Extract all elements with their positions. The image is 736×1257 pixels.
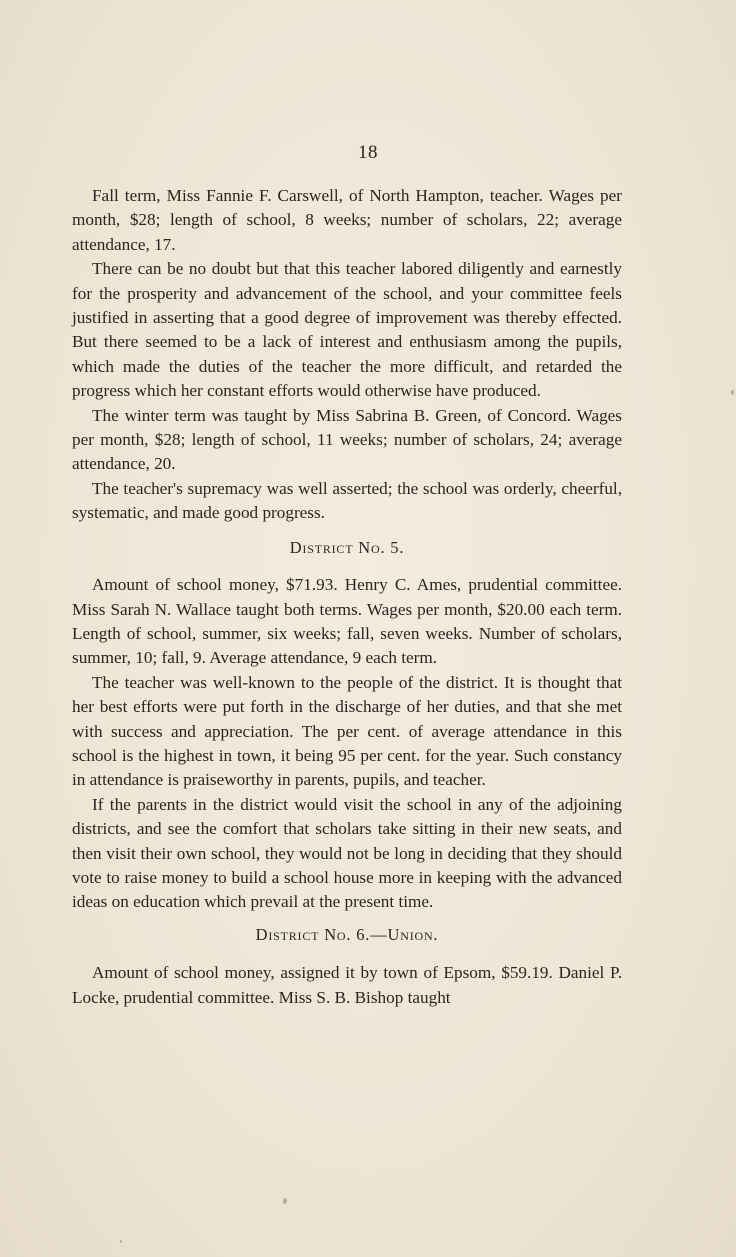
paper-speck bbox=[120, 1240, 122, 1243]
paragraph-fall-term: Fall term, Miss Fannie F. Carswell, of North Hampton, teacher. Wages per month, $28; length of school, 8 weeks; number of scholars, 22; average attendance, 17. bbox=[72, 186, 622, 254]
paragraph-district5-teacher: The teacher was well-known to the people of the district. It is thought that her best efforts were put forth in the discharge of her duties, and that she met with success and appreciation. The per cent. of average attendance in this school is the highest in town, it being 95 per cent. for the year. Such constancy in attendance is praiseworthy in parents, pupils, and teacher. bbox=[72, 672, 622, 790]
paper-speck bbox=[283, 1198, 287, 1204]
heading-district-5: District No. 5. bbox=[289, 537, 405, 557]
page-number: 18 bbox=[358, 142, 378, 163]
paragraph-teacher-evaluation: There can be no doubt but that this teacher labored diligently and earnestly for the prosperity and advancement of the school, and your committee feels justified in asserting that a good degree of improvement was thereby effected. But there seemed to be a lack of interest and enthusiasm among the pupils, which made the duties of the teacher the more difficult, and retarded the progress which her constant efforts would otherwise have produced. bbox=[72, 259, 622, 401]
paragraph-district5-parents: If the parents in the district would visit the school in any of the adjoining districts, and see the comfort that scholars take sitting in their new seats, and then visit their own school, they would not be long in deciding that they should vote to raise money to build a school house more in keeping with the advanced ideas on education which prevail at the present time. bbox=[72, 794, 622, 912]
paper-speck bbox=[731, 390, 734, 395]
paragraph-district6-money: Amount of school money, assigned it by town of Epsom, $59.19. Daniel P. Locke, prudential committee. Miss S. B. Bishop taught bbox=[72, 963, 622, 1007]
paragraph-supremacy: The teacher's supremacy was well asserted; the school was orderly, cheerful, systematic, and made good progress. bbox=[72, 478, 622, 523]
paragraph-winter-term: The winter term was taught by Miss Sabrina B. Green, of Concord. Wages per month, $28; length of school, 11 weeks; number of scholars, 24; average attendance, 20. bbox=[72, 405, 622, 474]
paragraph-district5-money: Amount of school money, $71.93. Henry C. Ames, prudential committee. Miss Sarah N. Wallace taught both terms. Wages per month, $20.00 each term. Length of school, summer, six weeks; fall, seven weeks. Number of scholars, summer, 10; fall, 9. Average attendance, 9 each term. bbox=[72, 575, 622, 668]
heading-district-6: District No. 6.—Union. bbox=[255, 924, 439, 944]
page-body bbox=[72, 184, 622, 1010]
